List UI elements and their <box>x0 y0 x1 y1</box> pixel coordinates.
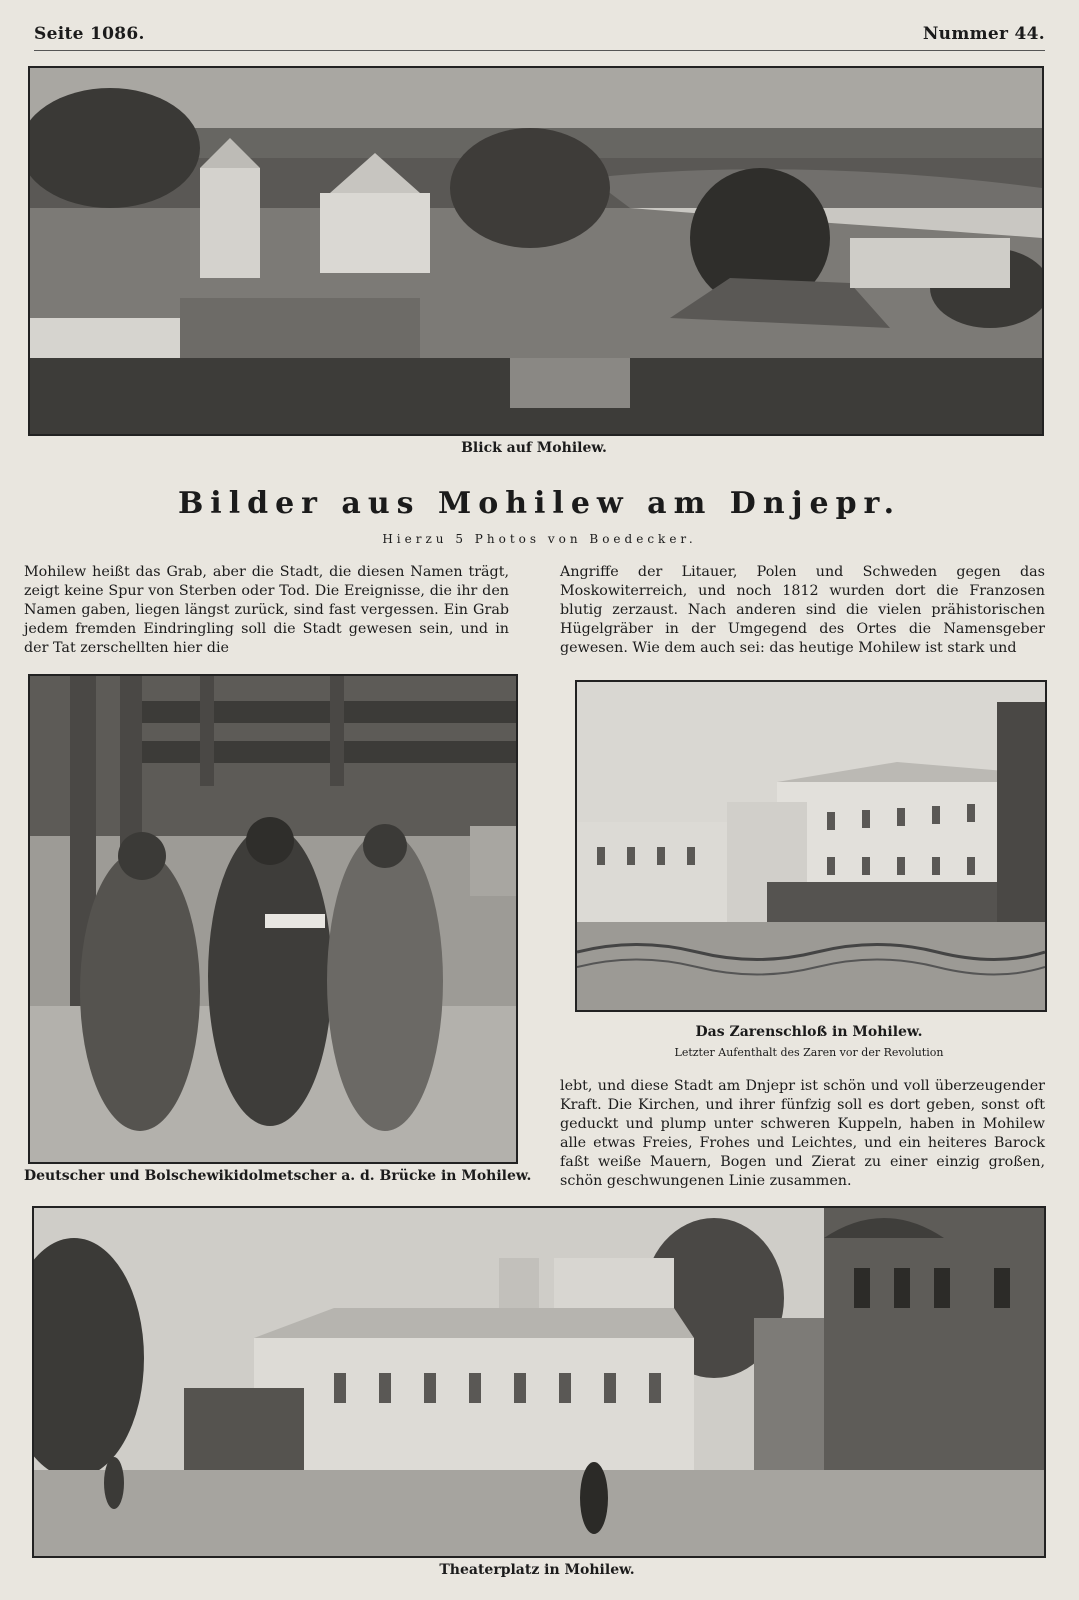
article-column-2-continued: lebt, und diese Stadt am Dnjepr ist schön und voll überzeugender Kraft. Die Kirchen, und ihrer fünfzig soll es dort geben, sonst oft geduckt und plump unter schweren Kuppeln, haben in Mohilew alle etwas Freies, Frohes und Leichtes, und ein heiteres Barock faßt weiße Mauern, Bogen und Zierat zu einer einzig großen, schön geschwungenen Linie zusammen. <box>560 1078 1045 1189</box>
caption-panorama: Blick auf Mohilew. <box>461 440 607 456</box>
caption-bridge: Deutscher und Bolschewikidolmetscher a. d. Brücke in Mohilew. <box>24 1168 532 1184</box>
issue-number: Nummer 44. <box>922 24 1045 44</box>
article-column-1: Mohilew heißt das Grab, aber die Stadt, die diesen Namen trägt, zeigt keine Spur von Sterben oder Tod. Die Ereignisse, die ihr den Namen gaben, liegen längst zurück, sind fast vergessen. Ein Grab jedem fremden Eindringling soll die Stadt gewesen sein, und in der Tat zerschellten hier die <box>24 564 509 656</box>
caption-palace: Das Zarenschloß in Mohilew. <box>695 1024 923 1040</box>
photo-mohilew-panorama <box>28 66 1044 436</box>
photo-bridge-interpreters <box>28 674 518 1164</box>
page-number: Seite 1086. <box>34 24 145 44</box>
photo-theater-square <box>32 1206 1046 1558</box>
article-column-2: Angriffe der Litauer, Polen und Schweden gegen das Moskowiterreich, und noch 1812 wurden dort die Franzosen blutig zerzaust. Nach anderen sind die vielen prähistorischen Hügelgräber in der Umgegend des Ortes die Namensgeber gewesen. Wie dem auch sei: das heutige Mohilew ist stark und <box>560 564 1045 656</box>
subcaption-palace: Letzter Aufenthalt des Zaren vor der Revolution <box>674 1046 944 1059</box>
header-rule <box>34 50 1045 51</box>
article-title: Bilder aus Mohilew am Dnjepr. <box>177 486 902 521</box>
photo-tsar-palace <box>575 680 1047 1012</box>
caption-theater: Theaterplatz in Mohilew. <box>439 1562 635 1578</box>
article-byline: Hierzu 5 Photos von Boedecker. <box>382 532 697 546</box>
